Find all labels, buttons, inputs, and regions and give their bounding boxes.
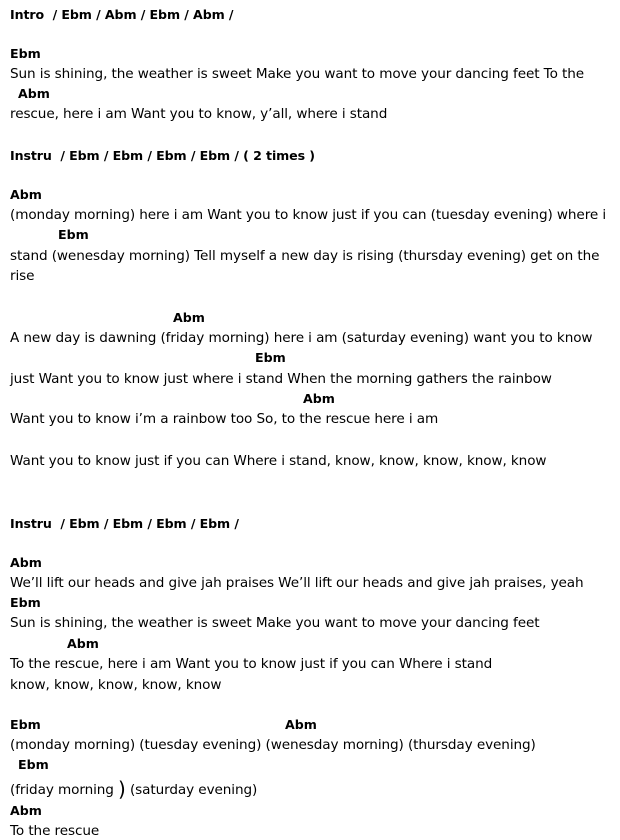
- lyric-line: rescue, here i am Want you to know, y’all, where i stand: [10, 106, 388, 122]
- lyric-line: (monday morning) (tuesday evening) (wenesday morning) (thursday evening): [10, 737, 536, 753]
- lyric-line: Want you to know just if you can Where i stand, know, know, know, know, know: [10, 453, 547, 469]
- lyric-line: A new day is dawning (friday morning) here i am (saturday evening) want you to know: [10, 330, 593, 346]
- lyric-line: stand (wenesday morning) Tell myself a new day is rising (thursday evening) get on the: [10, 248, 600, 264]
- instrumental-line: Instru / Ebm / Ebm / Ebm / Ebm /: [10, 516, 239, 531]
- lyric-line: (monday morning) here i am Want you to know just if you can (tuesday evening) where i: [10, 207, 607, 223]
- chord-label: Ebm: [255, 350, 286, 365]
- chord-label: Ebm: [10, 595, 41, 610]
- instrumental-line: Instru / Ebm / Ebm / Ebm / Ebm / ( 2 times ): [10, 148, 315, 163]
- lyric-line: know, know, know, know, know: [10, 677, 222, 693]
- chord-label: Ebm: [10, 717, 41, 732]
- chord-label: Abm: [67, 636, 99, 651]
- lyric-segment: (saturday evening): [125, 782, 258, 798]
- chord-label: Abm: [18, 86, 50, 101]
- chord-label: Abm: [173, 310, 205, 325]
- lyric-line: To the rescue, here i am Want you to know just if you can Where i stand: [10, 656, 493, 672]
- lyric-line: [10, 777, 258, 801]
- lyric-line: rise: [10, 268, 35, 284]
- lyric-line: To the rescue: [10, 823, 100, 839]
- lyric-line: We’ll lift our heads and give jah praises We’ll lift our heads and give jah praises, yeah: [10, 575, 584, 591]
- chord-label: Abm: [10, 555, 42, 570]
- intro-line: Intro / Ebm / Abm / Ebm / Abm /: [10, 7, 234, 22]
- chord-label: Abm: [10, 803, 42, 818]
- chord-label: Abm: [303, 391, 335, 406]
- lyric-segment: (friday morning: [10, 782, 119, 798]
- lyric-line: Want you to know i’m a rainbow too So, to the rescue here i am: [10, 411, 439, 427]
- chord-label: Abm: [10, 187, 42, 202]
- lyric-line: just Want you to know just where i stand When the morning gathers the rainbow: [10, 371, 552, 387]
- lyric-line: Sun is shining, the weather is sweet Make you want to move your dancing feet: [10, 615, 540, 631]
- lyric-paren: ): [118, 777, 126, 801]
- chord-label: Ebm: [18, 757, 49, 772]
- chord-label: Abm: [285, 717, 317, 732]
- lyric-line: Sun is shining, the weather is sweet Make you want to move your dancing feet To the: [10, 66, 585, 82]
- chord-label: Ebm: [10, 46, 41, 61]
- chord-label: Ebm: [58, 227, 89, 242]
